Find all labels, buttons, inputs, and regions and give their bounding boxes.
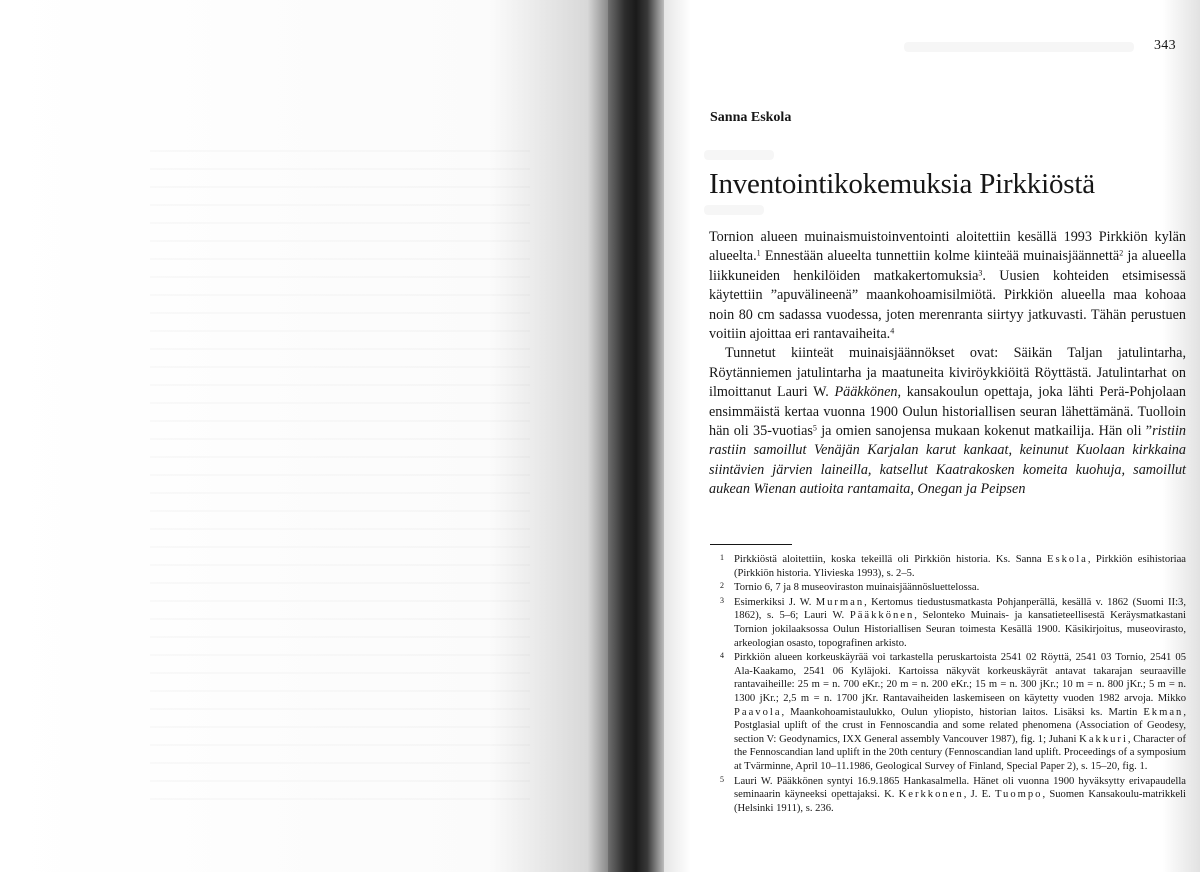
footnote-ref: 3 <box>978 268 983 278</box>
spaced-name: Kakkuri <box>1079 733 1128 745</box>
text-run: , Selonteko Muinais- ja kansatieteellisestä Keräysmatkastani Tornion jokilaaksossa Oulun Historiallisen Seuran toimesta Kesällä 1900. Käsikirjoitus, museovirasto, arkeologian osasto, topografinen arkisto. <box>734 610 1186 649</box>
text-run: , Postglasial uplift of the crust in Fennoscandia and some related phenomena (Association of Geodesy, section V: Geodynamics, IXX General assembly Vancouver 1987), fig. 1; Juhani <box>734 706 1186 745</box>
text-run: Tornio 6, 7 ja 8 museoviraston muinaisjäännösluettelossa. <box>734 582 980 594</box>
footnote-ref: 4 <box>890 326 895 336</box>
article-body <box>709 228 1186 500</box>
text-run: Pirkkiön alueen korkeuskäyrää voi tarkastella peruskartoista 2541 02 Röyttä, 2541 03 Tornio, 2541 05 Ala-Kaakamo, 2541 06 Kyläjoki. Kartoissa näkyvät korkeuskäyrät antavat takarajan seuraaville rantavaiheille: 25 m = n. 700 eKr.; 20 m = n. 200 eKr.; 15 m = n. 300 jKr.; 10 m = n. 800 jKr.; 5 m = n. 1300 jKr.; 2,5 m = n. 1700 jKr. Rantavaiheiden laskemiseen on käytetty vuoden 1982 arvoja. Mikko <box>734 652 1186 704</box>
footnote-divider <box>710 544 792 545</box>
spaced-name: Pääkkönen <box>849 610 915 622</box>
left-page-show-through <box>150 150 530 800</box>
spaced-name: Paavola <box>734 706 782 718</box>
text-run: Lauri W. Pääkkönen syntyi 16.9.1865 Hankasalmella. Hänet oli vuonna 1900 hyväksytty erivapaudella seminaarin käyneeksi opettajaksi. K. <box>734 775 1186 801</box>
footnote-number: 5 <box>720 774 724 784</box>
footnotes <box>720 553 1186 816</box>
body-paragraph-1 <box>709 228 1186 344</box>
text-run: , Suomen Kansakoulu-matrikkeli (Helsinki 1911), s. 236. <box>734 789 1186 814</box>
article-title: Inventointikokemuksia Pirkkiöstä <box>709 168 1095 200</box>
footnote-ref: 5 <box>812 423 817 433</box>
text-run: , Pirkkiön esihistoriaa (Pirkkiön historia. Ylivieska 1993), s. 2–5. <box>734 554 1187 579</box>
footnote-3 <box>720 596 1186 650</box>
spaced-name: Ekman <box>1143 706 1184 718</box>
text-run: , Maankohoamistaulukko, Oulun yliopisto, historian laitos. Lisäksi ks. Martin <box>781 706 1144 718</box>
bleed-through-text <box>904 42 1134 52</box>
text-run: . Uusien kohteiden etsimisessä käytettiin ”apuvälineenä” maankohoamisilmiötä. Pirkkiön alueella maa kohoaa noin 80 cm sadassa vuodessa, joten merenranta siirtyy jatkuvasti. Tähän perustuen voitiin ajoittaa eri rantavaiheita. <box>709 267 1186 343</box>
text-run: , Character of the Fennoscandian land uplift in the 20th century (Fennoscandian land uplift. Proceedings of a symposium at Tvärminne, April 10–11.1986, Geological Survey of Finland, Special Paper 2), s. 15–20, fig. 1. <box>734 733 1187 772</box>
text-run: Pirkkiöstä aloitettiin, koska tekeillä oli Pirkkiön historia. Ks. Sanna <box>734 554 1047 565</box>
spaced-name: Murman <box>815 596 865 608</box>
bleed-through-text <box>704 205 764 215</box>
italic-quotation: ristiin rastiin samoillut Venäjän Karjalan karut kankaat, keinunut Kuolaan kirkkaina siintävien järvien laineilla, katsellut Kaatrakosken komeita kuohuja, samoillut aukean Wienan autioita rantamaita, Onegan ja Peipsen <box>709 423 1186 498</box>
footnote-4 <box>720 651 1186 773</box>
text-run: Esimerkiksi J. W. <box>734 596 816 608</box>
footnote-number: 1 <box>720 553 724 562</box>
text-run: Tornion alueen muinaismuistoinventointi aloitettiin kesällä 1993 Pirkkiön kylän alueelta. <box>709 229 1186 265</box>
italic-name: Pääkkönen <box>834 384 898 401</box>
text-run: Ennestään alueelta tunnettiin kolme kiinteää muinaisjäännettä <box>760 248 1120 265</box>
footnote-1 <box>720 553 1186 580</box>
article-author: Sanna Eskola <box>710 110 792 125</box>
spaced-name: Tuompo <box>994 789 1043 801</box>
body-paragraph-2 <box>709 344 1186 499</box>
text-run: ja alueella liikkuneiden henkilöiden matkakertomuksia <box>709 248 1186 284</box>
text-run: Tunnetut kiinteät muinaisjäännökset ovat: Säikän Taljan jatulintarha, Röytänniemen jatulintarha ja maatuneita kiviröykkiöitä Röyttästä. Jatulintarhat on ilmoittanut Lauri W. <box>709 345 1186 401</box>
footnote-number: 3 <box>720 595 724 605</box>
footnote-number: 2 <box>720 581 724 591</box>
spaced-name: Kerkkonen <box>898 789 964 801</box>
page-number: 343 <box>1154 38 1176 53</box>
text-run: , kansakoulun opettaja, joka lähti Perä-Pohjolaan ensimmäistä kertaa vuonna 1900 Oulun historiallisen seuran lähettämänä. Tuolloin hän oli 35-vuotias <box>709 384 1186 440</box>
footnote-2 <box>720 581 1186 595</box>
footnote-ref: 1 <box>756 249 761 259</box>
text-run: , Kertomus tiedustusmatkasta Pohjanperällä, kesällä v. 1862 (Suomi II:3, 1862), s. 5–6; Lauri W. <box>734 596 1186 622</box>
footnote-5 <box>720 775 1186 816</box>
book-gutter-shadow <box>608 0 664 872</box>
text-run: , J. E. <box>963 789 995 801</box>
text-run: ja omien sanojensa mukaan kokenut matkailija. Hän oli ” <box>816 423 1153 440</box>
bleed-through-text <box>704 150 774 160</box>
spaced-name: Eskola <box>1047 554 1088 565</box>
footnote-ref: 2 <box>1119 249 1124 259</box>
footnote-number: 4 <box>720 651 724 661</box>
